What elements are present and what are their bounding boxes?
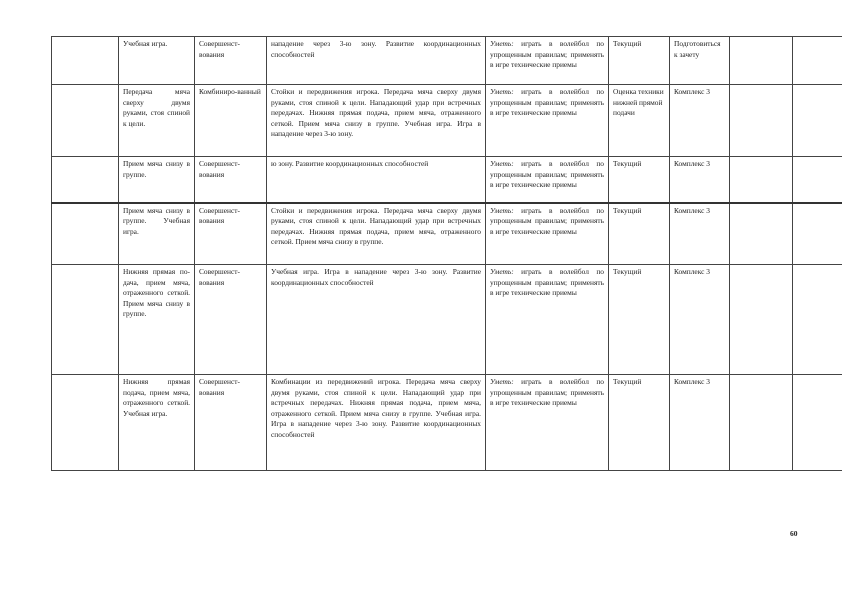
requirements-cell: [486, 203, 609, 265]
lesson-type-cell: Совершенст-вования: [195, 203, 267, 265]
date-plan-cell: [730, 157, 793, 203]
requirements-cell: [486, 85, 609, 157]
skill-lead: Уметь:: [490, 267, 514, 276]
lesson-type-cell: Совершенст-вования: [195, 375, 267, 471]
skill-lead: Уметь:: [490, 159, 514, 168]
table-row: [52, 203, 842, 265]
number-cell: [52, 265, 119, 375]
skill-text: играть в волейбол по упрощенным правилам; применять в игре технические приемы: [490, 377, 604, 407]
control-cell: Оценка техники нижней прямой подачи: [609, 85, 670, 157]
topic-cell: Передача мяча сверху двумя руками, стоя спиной к цели.: [119, 85, 195, 157]
lesson-type-cell: Комбиниро-ванный: [195, 85, 267, 157]
lesson-plan-table: [51, 36, 842, 471]
skill-lead: Уметь:: [490, 205, 514, 215]
date-fact-cell: [793, 85, 842, 157]
date-fact-cell: [793, 37, 842, 85]
control-cell: Текущий: [609, 203, 670, 265]
number-cell: [52, 375, 119, 471]
control-cell: Текущий: [609, 157, 670, 203]
skill-lead: Уметь:: [490, 87, 514, 96]
page-number: 60: [790, 529, 798, 538]
topic-cell: Учебная игра.: [119, 37, 195, 85]
content-cell: Комбинации из передвижений игрока. Передача мяча сверху двумя руками, стоя спиной к цели. Нападающий удар при встречных передачах. Нижняя прямая подача, прием мяча, отраженного сеткой. Прием мяча снизу в группе. Учебная игра. Игра в нападение через 3-ю зону. Развитие координационных способностей: [267, 375, 486, 471]
table-row: [52, 37, 842, 85]
content-cell: Стойки и передвижения игрока. Передача мяча сверху двумя руками, стоя спиной к цели. Нападающий удар при встречных передачах. Нижняя прямая подача, прием мяча, отраженного сеткой. Прием мяча снизу в группе.: [267, 203, 486, 265]
skill-text: играть в волейбол по упрощенным правилам; применять в игре технические приемы: [490, 39, 604, 69]
requirements-cell: [486, 157, 609, 203]
skill-text: играть в волейбол по упрощенным правилам; применять в игре технические приемы: [490, 267, 604, 297]
content-cell: Учебная игра. Игра в нападение через 3-ю зону. Развитие координационных способностей: [267, 265, 486, 375]
topic-cell: Нижняя прямая по-дача, прием мяча, отраженного сеткой. Прием мяча снизу в группе.: [119, 265, 195, 375]
date-fact-cell: [793, 203, 842, 265]
date-fact-cell: [793, 157, 842, 203]
date-plan-cell: [730, 203, 793, 265]
homework-cell: Комплекс 3: [670, 157, 730, 203]
table-row: [52, 157, 842, 203]
skill-text: играть в волейбол по упрощенным правилам; применять в игре технические приемы: [490, 87, 604, 117]
control-cell: Текущий: [609, 37, 670, 85]
homework-cell: Комплекс 3: [670, 375, 730, 471]
topic-cell: Нижняя прямая подача, прием мяча, отраженного сеткой. Учебная игра.: [119, 375, 195, 471]
homework-cell: Комплекс 3: [670, 203, 730, 265]
date-plan-cell: [730, 37, 793, 85]
skill-lead: Уметь:: [490, 39, 514, 48]
number-cell: [52, 157, 119, 203]
homework-cell: Комплекс 3: [670, 265, 730, 375]
table-row: [52, 375, 842, 471]
requirements-cell: [486, 265, 609, 375]
content-cell: ю зону. Развитие координационных способностей: [267, 157, 486, 203]
control-cell: Текущий: [609, 375, 670, 471]
topic-cell: Прием мяча снизу в группе.: [119, 157, 195, 203]
date-fact-cell: [793, 375, 842, 471]
date-plan-cell: [730, 375, 793, 471]
lesson-type-cell: Совершенст-вования: [195, 265, 267, 375]
homework-cell: Комплекс 3: [670, 85, 730, 157]
table-row: [52, 85, 842, 157]
number-cell: [52, 37, 119, 85]
lesson-type-cell: Совершенст-вования: [195, 37, 267, 85]
number-cell: [52, 85, 119, 157]
content-cell: нападение через 3-ю зону. Развитие координационных способностей: [267, 37, 486, 85]
date-plan-cell: [730, 85, 793, 157]
skill-text: играть в волейбол по упрощенным правилам; применять в игре технические приемы: [490, 159, 604, 189]
number-cell: [52, 203, 119, 265]
topic-cell: Прием мяча снизу в группе. Учебная игра.: [119, 203, 195, 265]
date-plan-cell: [730, 265, 793, 375]
skill-lead: Уметь:: [490, 377, 514, 386]
content-cell: Стойки и передвижения игрока. Передача мяча сверху двумя руками, стоя спиной к цели. Нападающий удар при встречных передачах. Нижняя прямая подача, прием мяча, отраженного сеткой. Прием мяча снизу в группе. Учебная игра. Игра в нападение через 3-ю зону.: [267, 85, 486, 157]
requirements-cell: [486, 375, 609, 471]
lesson-type-cell: Совершенст-вования: [195, 157, 267, 203]
skill-text: играть в волейбол по упрощенным правилам; применять в игре технические приемы: [490, 205, 604, 236]
control-cell: Текущий: [609, 265, 670, 375]
date-fact-cell: [793, 265, 842, 375]
homework-cell: Подготовиться к зачету: [670, 37, 730, 85]
requirements-cell: [486, 37, 609, 85]
table-row: [52, 265, 842, 375]
